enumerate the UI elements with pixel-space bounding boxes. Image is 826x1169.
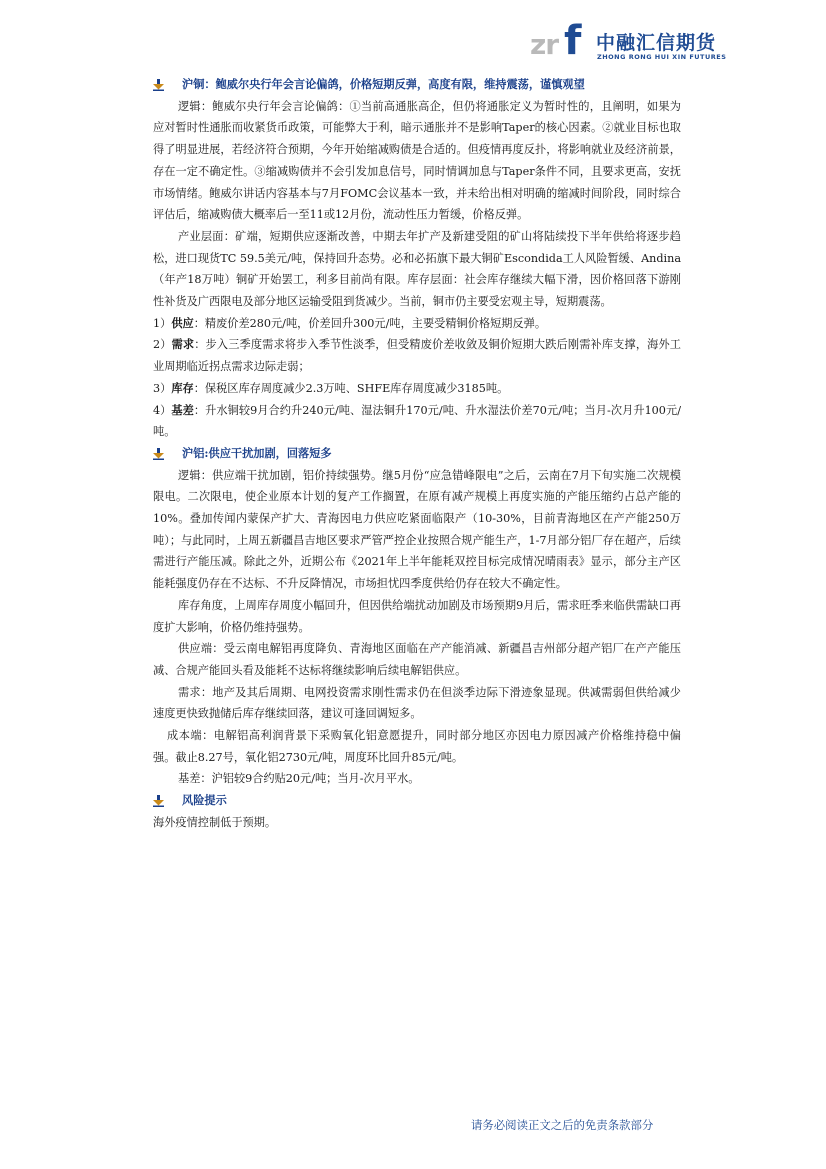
copper-logic-paragraph: 逻辑：鲍威尔央行年会言论偏鸽：①当前高通胀高企，但仍将通胀定义为暂时性的，且阐明，如果为应对暂时性通胀而收紧货币政策，可能弊大于利，暗示通胀并不是影响Taper的核心因素。②就业目标也取得了明显进展，若经济符合预期，今年开始缩减购债是合适的。但疫情再度反扑，将影响就业及经济前景，存在一定不确定性。③缩减购债并不会引发加息信号，同时情调加息与Taper条件不同，且要求更高，安抚市场情绪。鲍威尔讲话内容基本与7月FOMC会议基本一致，并未给出相对明确的缩减时间阶段，同时综合评估后，缩减购债大概率后一至11或12月份，流动性压力暂缓，价格反弹。 [153, 99, 681, 222]
item-text: ：步入三季度需求将步入季节性淡季，但受精废价差收敛及铜价短期大跌后刚需补库支撑，海外工业周期临近拐点需求边际走弱； [153, 338, 681, 374]
aluminum-inventory-paragraph: 库存角度，上周库存周度小幅回升，但因供给端扰动加剧及市场预期9月后，需求旺季来临供需缺口再度扩大影响，价格仍维持强势。 [153, 598, 681, 634]
logo-mark: zr [530, 28, 559, 61]
item-title: 供应 [171, 315, 194, 330]
item-number: 1） [153, 316, 172, 330]
item-title: 基差 [171, 402, 194, 417]
item-text: ：精废价差280元/吨，价差回升300元/吨，主要受精铜价格短期反弹。 [193, 316, 547, 330]
section-heading-text: 沪铜：鲍威尔央行年会言论偏鸽，价格短期反弹，高度有限，维持震荡，谨慎观望 [182, 77, 585, 91]
logo-english-name: ZHONG RONG HUI XIN FUTURES [597, 53, 727, 61]
item-number: 2） [153, 338, 172, 352]
copper-industry-paragraph: 产业层面：矿端，短期供应逐渐改善，中期去年扩产及新建受阻的矿山将陆续投下半年供给将逐步趋松，进口现货TC 59.5美元/吨，保持回升态势。必和必拓旗下最大铜矿Escondida工人风险暂缓、Andina（年产18万吨）铜矿开始罢工，利多目前尚有限。库存层面：社会库存继续大幅下滑，因价格回落下游刚性补货及广西限电及部分地区运输受阻到货减少。当前，铜市仍主要受宏观主导，短期震荡。 [153, 229, 681, 309]
arrow-down-icon [153, 795, 164, 807]
copper-item-supply [153, 313, 681, 335]
copper-item-basis [153, 400, 681, 443]
section-heading-text: 沪铝:供应干扰加剧，回落短多 [182, 445, 332, 460]
aluminum-demand-paragraph: 需求：地产及其后周期、电网投资需求刚性需求仍在但淡季边际下滑迹象显现。供减需弱但供给减少速度更快致抛储后库存继续回落，建议可逢回调短多。 [153, 685, 681, 721]
item-title: 库存 [171, 380, 194, 395]
aluminum-basis-paragraph: 基差：沪铝较9合约贴20元/吨；当月-次月平水。 [178, 772, 420, 786]
item-number: 3） [153, 381, 172, 395]
section-heading-text: 风险提示 [182, 793, 227, 808]
aluminum-logic-paragraph: 逻辑：供应端干扰加剧，铝价持续强势。继5月份“应急错峰限电”之后，云南在7月下旬实施二次规模限电。二次限电，使企业原本计划的复产工作搁置，在原有减产规模上再度实施的产能压缩约占总产能的10%。叠加传闻内蒙保产扩大、青海因电力供应吃紧面临限产（10-30%，目前青海地区在产产能250万吨）；与此同时，上周五新疆昌吉地区要求严管严控企业按照合规产能生产，1-7月部分铝厂存在超产，后续需进行产能压减。除此之外，近期公布《2021年上半年能耗双控目标完成情况晴雨表》显示，部分主产区能耗强度仍存在不达标、不升反降情况，市场担忧四季度供给仍存在较大不确定性。 [153, 468, 681, 591]
risk-paragraph: 海外疫情控制低于预期。 [153, 815, 277, 829]
logo-f-glyph: f [564, 18, 582, 64]
item-title: 需求 [171, 337, 195, 352]
item-number: 4） [153, 403, 172, 417]
arrow-down-icon [153, 79, 164, 91]
aluminum-cost-paragraph: 成本端：电解铝高利润背景下采购氧化铝意愿提升，同时部分地区亦因电力原因减产价格维持稳中偏强。截止8.27号，氧化铝2730元/吨，周度环比回升85元/吨。 [153, 729, 681, 764]
logo-chinese-name: 中融汇信期货 [596, 32, 717, 54]
aluminum-supply-paragraph: 供应端：受云南电解铝再度降负、青海地区面临在产产能消减、新疆昌吉州部分超产铝厂在产产能压减、合规产能回头看及能耗不达标将继续影响后续电解铝供应。 [153, 642, 681, 677]
arrow-down-icon [153, 448, 164, 460]
item-text: ：升水铜较9月合约升240元/吨、湿法铜升170元/吨、升水湿法价差70元/吨；当月-次月升100元/吨。 [153, 403, 681, 439]
company-logo [530, 18, 730, 66]
section-heading-risk [153, 790, 681, 812]
section-heading-copper [153, 74, 681, 96]
copper-item-demand [153, 334, 681, 377]
report-body [153, 74, 681, 834]
disclaimer-footer: 请务必阅读正文之后的免责条款部分 [471, 1118, 654, 1132]
section-heading-aluminum [153, 443, 681, 465]
copper-item-inventory [153, 378, 681, 400]
item-text: ：保税区库存周度减少2.3万吨、SHFE库存周度减少3185吨。 [193, 381, 509, 395]
